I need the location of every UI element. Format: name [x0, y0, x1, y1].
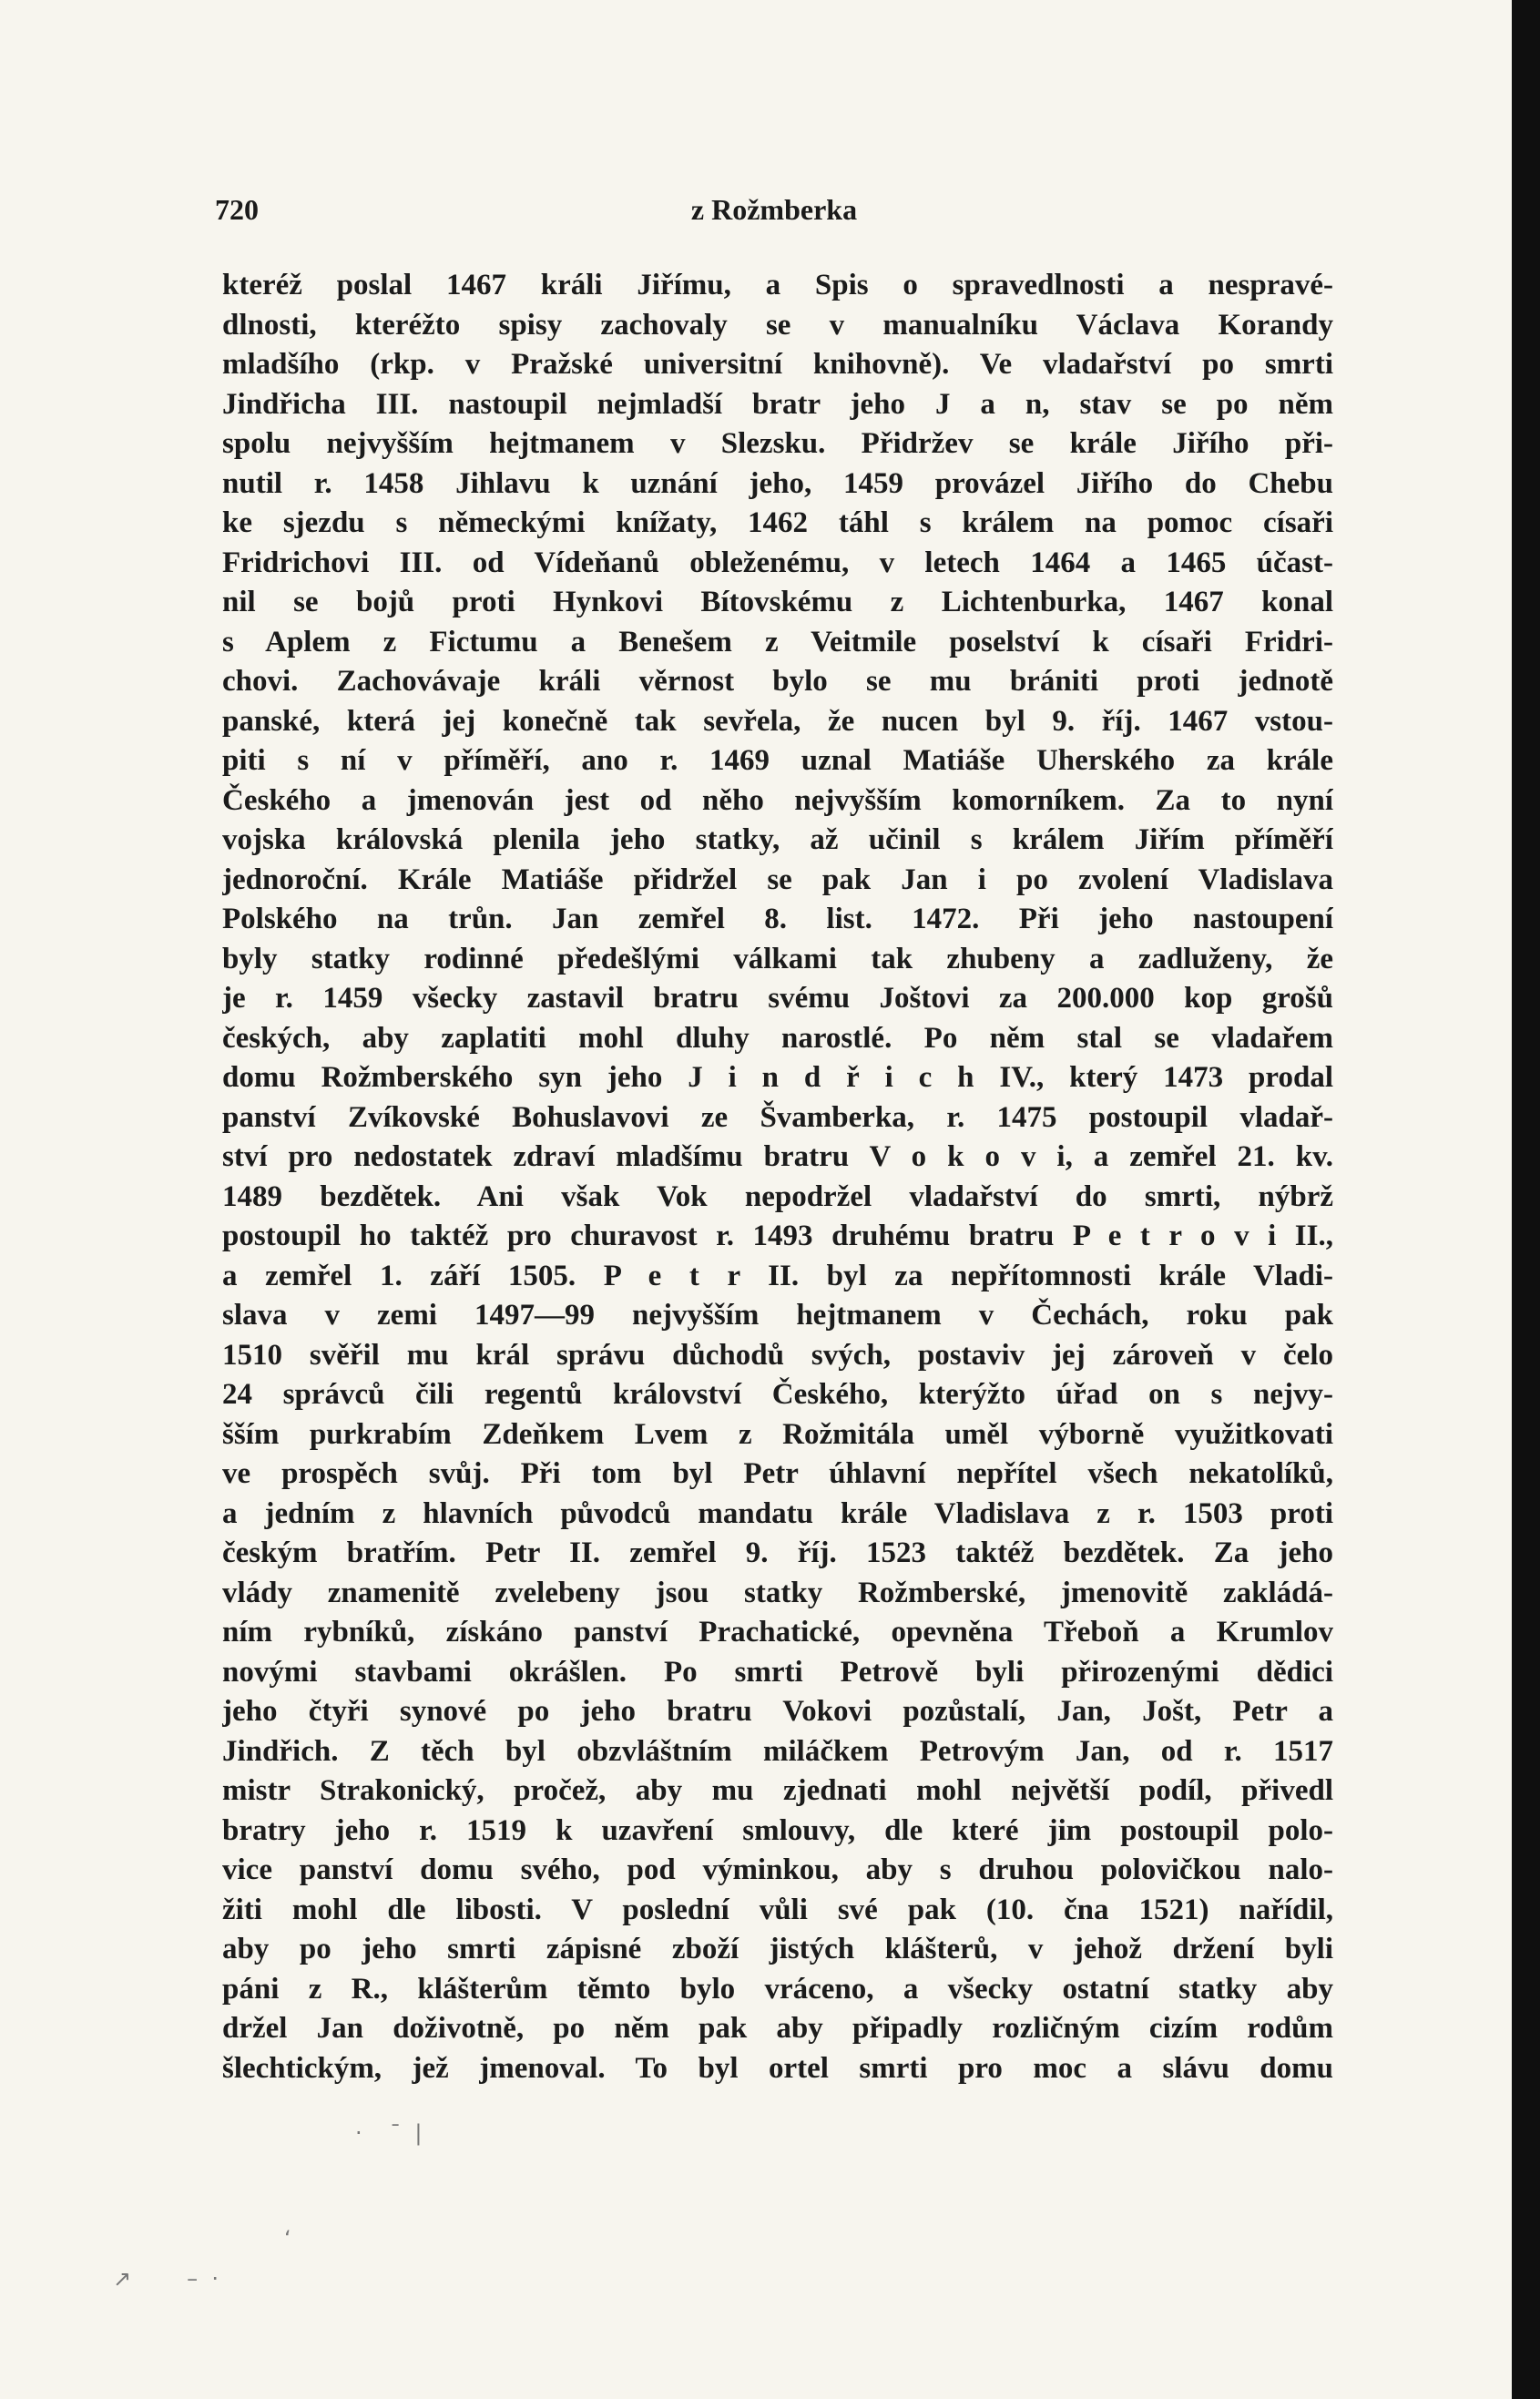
stray-mark-2: ‘ [284, 2226, 291, 2251]
text-line: ve prospěch svůj. Při tom byl Petr úhlavní nepřítel všech nekatolíků, [222, 1457, 1333, 1490]
text-line: ství pro nedostatek zdraví mladšímu bratru V o k o v i, a zemřel 21. kv. [222, 1140, 1333, 1173]
text-line: nutil r. 1458 Jihlavu k uznání jeho, 1459 provázel Jiřího do Chebu [222, 466, 1333, 500]
text-line: šlechtickým, jež jmenoval. To byl ortel smrti pro moc a slávu domu [222, 2051, 1333, 2085]
text-line: piti s ní v příměří, ano r. 1469 uznal Matiáše Uherského za krále [222, 744, 1333, 777]
text-line: mladšího (rkp. v Pražské universitní knihovně). Ve vladařství po smrti [222, 348, 1333, 381]
text-line: Jindřich. Z těch byl obzvláštním miláčkem Petrovým Jan, od r. 1517 [222, 1734, 1333, 1768]
scan-edge [1512, 0, 1540, 2399]
text-line: slava v zemi 1497—99 nejvyšším hejtmanem v Čechách, roku pak [222, 1299, 1333, 1332]
text-line: bratry jeho r. 1519 k uzavření smlouvy, dle které jim postoupil polo- [222, 1813, 1333, 1847]
text-line: páni z R., klášterům těmto bylo vráceno, a všecky ostatní statky aby [222, 1972, 1333, 2006]
text-line: českým bratřím. Petr II. zemřel 9. říj. 1523 taktéž bezdětek. Za jeho [222, 1536, 1333, 1569]
text-line: jeho čtyři synové po jeho bratru Vokovi pozůstalí, Jan, Jošt, Petr a [222, 1695, 1333, 1728]
text-line: chovi. Zachovávaje králi věrnost bylo se mu brániti proti jednotě [222, 665, 1333, 698]
text-line: vojska královská plenila jeho statky, až učinil s králem Jiřím příměří [222, 823, 1333, 856]
body-text [222, 266, 1333, 2088]
text-line: aby po jeho smrti zápisné zboží jistých klášterů, v jehož držení byli [222, 1933, 1333, 1965]
text-line: nil se bojů proti Hynkovi Bítovskému z Lichtenburka, 1467 konal [222, 586, 1333, 618]
text-line: Jindřicha III. nastoupil nejmladší bratr jeho J a n, stav se po něm [222, 387, 1333, 421]
page-header [215, 193, 1333, 239]
text-line: šším purkrabím Zdeňkem Lvem z Rožmitála uměl výborně využitkovati [222, 1417, 1333, 1451]
text-line: a zemřel 1. září 1505. P e t r II. byl za nepřítomnosti krále Vladi- [222, 1259, 1333, 1292]
text-line: a jedním z hlavních původců mandatu krále Vladislava z r. 1503 proti [222, 1496, 1333, 1530]
text-line: 24 správců čili regentů království Českého, kterýžto úřad on s nejvy- [222, 1378, 1333, 1411]
text-line: domu Rožmberského syn jeho J i n d ř i c h IV., který 1473 prodal [222, 1061, 1333, 1094]
stray-marks-3: ↗ – · [113, 2266, 219, 2292]
text-line: 1489 bezdětek. Ani však Vok nepodržel vladařství do smrti, nýbrž [222, 1179, 1333, 1213]
text-line: Fridrichovi III. od Vídeňanů obleženému, v letech 1464 a 1465 účast- [222, 546, 1333, 579]
text-line: držel Jan doživotně, po něm pak aby připadly rozličným cizím rodům [222, 2012, 1333, 2045]
stray-marks-1: · ¯ | [355, 2120, 423, 2146]
text-line: jednoroční. Krále Matiáše přidržel se pak Jan i po zvolení Vladislava [222, 863, 1333, 896]
text-line: postoupil ho taktéž pro churavost r. 1493 druhému bratru P e t r o v i II., [222, 1220, 1333, 1252]
text-line: ke sjezdu s německými knížaty, 1462 táhl s králem na pomoc císaři [222, 506, 1333, 539]
text-line: žiti mohl dle libosti. V poslední vůli své pak (10. čna 1521) nařídil, [222, 1893, 1333, 1926]
text-line: vlády znamenitě zvelebeny jsou statky Rožmberské, jmenovitě zakládá- [222, 1576, 1333, 1609]
text-line: Polského na trůn. Jan zemřel 8. list. 1472. Při jeho nastoupení [222, 903, 1333, 935]
text-line: vice panství domu svého, pod výminkou, aby s druhou polovičkou nalo- [222, 1853, 1333, 1886]
text-line: panství Zvíkovské Bohuslavovi ze Švamberka, r. 1475 postoupil vladař- [222, 1100, 1333, 1134]
text-line: byly statky rodinné předešlými válkami tak zhubeny a zadluženy, že [222, 942, 1333, 975]
running-title: z Rožmberka [690, 193, 858, 226]
text-line: českých, aby zaplatiti mohl dluhy narostlé. Po něm stal se vladařem [222, 1021, 1333, 1055]
text-line: spolu nejvyšším hejtmanem v Slezsku. Přidržev se krále Jiřího při- [222, 427, 1333, 460]
text-line: s Aplem z Fictumu a Benešem z Veitmile poselství k císaři Fridri- [222, 625, 1333, 658]
text-line: Českého a jmenován jest od něho nejvyšším komorníkem. Za to nyní [222, 783, 1333, 817]
text-line: panské, která jej konečně tak sevřela, že nucen byl 9. říj. 1467 vstou- [222, 704, 1333, 738]
text-line: kteréž poslal 1467 králi Jiřímu, a Spis o spravedlnosti a nespravé- [222, 269, 1333, 301]
text-line: 1510 svěřil mu král správu důchodů svých, postaviv jej zároveň v čelo [222, 1338, 1333, 1372]
text-line: dlnosti, kteréžto spisy zachovaly se v manualníku Václava Korandy [222, 308, 1333, 342]
text-line: je r. 1459 všecky zastavil bratru svému Joštovi za 200.000 kop grošů [222, 982, 1333, 1015]
page-number: 720 [215, 193, 259, 226]
text-line: ním rybníků, získáno panství Prachatické, opevněna Třeboň a Krumlov [222, 1616, 1333, 1649]
text-line: mistr Strakonický, pročež, aby mu zjednati mohl největší podíl, přivedl [222, 1774, 1333, 1807]
text-line: novými stavbami okrášlen. Po smrti Petrově byli přirozenými dědici [222, 1655, 1333, 1689]
